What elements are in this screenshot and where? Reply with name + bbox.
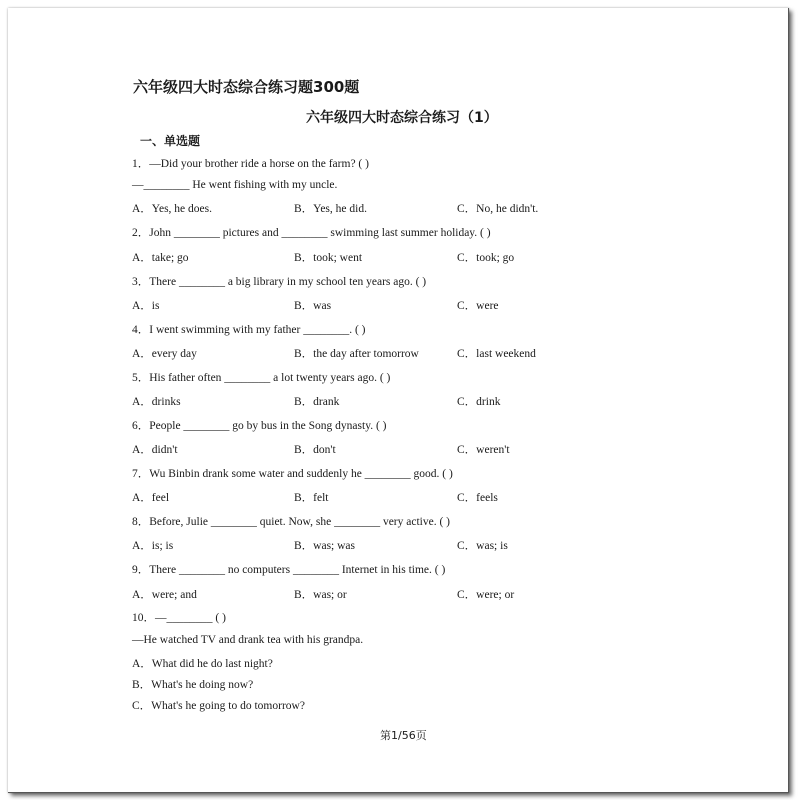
answer-option: C．were [457,300,499,312]
answer-option: A．is; is [132,540,174,552]
question-line: 5．His father often ________ a lot twenty years ago. ( ) [132,372,391,384]
answer-option: B．Yes, he did. [294,203,367,215]
answer-option: B．took; went [294,252,363,264]
answer-option: B．was [294,300,332,312]
question-line: 8．Before, Julie ________ quiet. Now, she ________ very active. ( ) [132,516,450,528]
answer-option: A．is [132,300,160,312]
question-line: B．What's he doing now? [132,679,254,691]
question-line: 2．John ________ pictures and ________ swimming last summer holiday. ( ) [132,227,491,239]
answer-option: C．weren't [457,444,510,456]
answer-option: C．drink [457,396,501,408]
answer-option: C．was; is [457,540,508,552]
question-line: 4．I went swimming with my father ________. ( ) [132,324,366,336]
answer-option: A．every day [132,348,197,360]
document-title: 六年级四大时态综合练习题300题 [133,78,360,96]
question-line: A．What did he do last night? [132,658,273,670]
answer-option: B．was; was [294,540,356,552]
answer-option: C．last weekend [457,348,536,360]
answer-option: A．Yes, he does. [132,203,212,215]
answer-option: B．was; or [294,589,347,601]
answer-option: A．take; go [132,252,189,264]
answer-option: A．didn't [132,444,178,456]
answer-option: C．were; or [457,589,515,601]
question-line: 9．There ________ no computers ________ Internet in his time. ( ) [132,564,446,576]
section-heading: 一、单选题 [140,134,201,148]
question-line: —________ He went fishing with my uncle. [132,179,338,191]
question-line: 1．—Did your brother ride a horse on the farm? ( ) [132,158,369,170]
answer-option: B．don't [294,444,336,456]
question-line: 6．People ________ go by bus in the Song dynasty. ( ) [132,420,387,432]
answer-option: C．No, he didn't. [457,203,539,215]
answer-option: B．the day after tomorrow [294,348,419,360]
exercise-title: 六年级四大时态综合练习（1） [306,110,498,126]
answer-option: B．drank [294,396,340,408]
question-line: 7．Wu Binbin drank some water and suddenly he ________ good. ( ) [132,468,453,480]
answer-option: B．felt [294,492,329,504]
document-page [8,8,789,793]
question-line: 10．—________ ( ) [132,612,226,624]
question-line: —He watched TV and drank tea with his grandpa. [132,634,364,646]
page-number: 第1/56页 [380,729,427,742]
question-line: 3．There ________ a big library in my school ten years ago. ( ) [132,276,427,288]
answer-option: A．feel [132,492,170,504]
answer-option: C．feels [457,492,498,504]
question-line: C．What's he going to do tomorrow? [132,700,305,712]
answer-option: A．drinks [132,396,181,408]
answer-option: A．were; and [132,589,197,601]
answer-option: C．took; go [457,252,515,264]
